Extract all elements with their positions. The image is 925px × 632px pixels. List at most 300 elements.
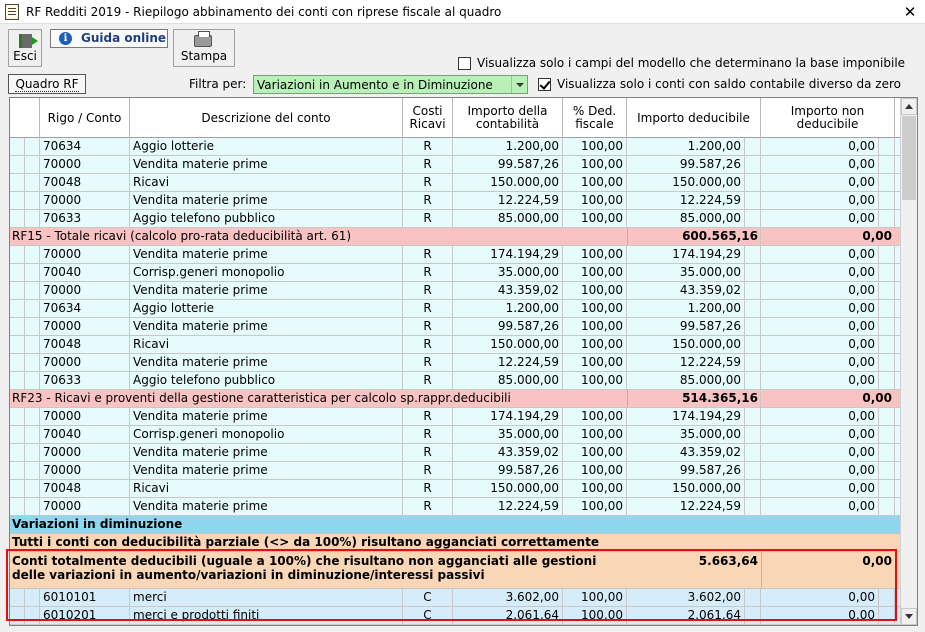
cell-descrizione: Vendita materie prime (130, 462, 403, 479)
cell-importo-non-deducibile: 0,00 (761, 264, 879, 281)
cell-ded: 100,00 (563, 210, 627, 227)
cell-importo: 99.587,26 (453, 462, 563, 479)
table-row[interactable] (10, 462, 901, 480)
cell-descrizione: Vendita materie prime (130, 408, 403, 425)
cell-descrizione: Vendita materie prime (130, 354, 403, 371)
window-title: RF Redditi 2019 - Riepilogo abbinamento dei conti con riprese fiscale al quadro (26, 5, 502, 19)
cell-conto: 70048 (40, 480, 130, 497)
cell-descrizione: merci (130, 589, 403, 606)
total-importo-deducibile: 514.365,16 (682, 391, 758, 405)
filter-select-value: Variazioni in Aumento e in Diminuzione (257, 78, 493, 92)
cell-conto: 6010101 (40, 589, 130, 606)
cell-importo-deducibile: 85.000,00 (627, 210, 745, 227)
total-row-label: RF23 - Ricavi e proventi della gestione caratteristica per calcolo sp.rappr.deducibili (12, 391, 511, 405)
cell-importo-deducibile: 2.061,64 (627, 607, 745, 624)
cell-ded: 100,00 (563, 589, 627, 606)
table-row[interactable] (10, 318, 901, 336)
table-row[interactable] (10, 589, 901, 607)
info-icon: i (59, 32, 72, 45)
cell-spacer (25, 354, 40, 371)
table-row[interactable] (10, 444, 901, 462)
header-descrizione[interactable]: Descrizione del conto (130, 98, 403, 138)
cell-importo-deducibile: 150.000,00 (627, 336, 745, 353)
cell-costi-ricavi: C (403, 607, 453, 624)
cell-importo-non-deducibile: 0,00 (761, 246, 879, 263)
cell-importo: 174.194,29 (453, 408, 563, 425)
cell-costi-ricavi: R (403, 282, 453, 299)
cell-spacer (879, 174, 895, 191)
checkbox-base-imponibile-label: Visualizza solo i campi del modello che determinano la base imponibile (477, 56, 906, 70)
cell-importo: 12.224,59 (453, 354, 563, 371)
cell-spacer (879, 318, 895, 335)
cell-costi-ricavi: R (403, 444, 453, 461)
vertical-scrollbar[interactable] (900, 98, 917, 625)
cell-ded: 100,00 (563, 300, 627, 317)
cell-spacer (745, 246, 761, 263)
checkbox-saldo-diverso-zero[interactable] (538, 78, 551, 91)
cell-ded: 100,00 (563, 498, 627, 515)
header-costi-ricavi[interactable]: Costi Ricavi (403, 98, 453, 138)
cell-importo-deducibile: 1.200,00 (627, 300, 745, 317)
cell-conto: 70000 (40, 156, 130, 173)
header-rigo-conto[interactable]: Rigo / Conto (40, 98, 130, 138)
cell-spacer (879, 246, 895, 263)
cell-spacer (879, 354, 895, 371)
total-importo-deducibile: 600.565,16 (682, 229, 758, 243)
scroll-down-arrow-icon[interactable] (901, 608, 917, 625)
table-row[interactable] (10, 498, 901, 516)
table-row[interactable] (10, 408, 901, 426)
unlinked-accounts-label: Conti totalmente deducibili (uguale a 100%) che risultano non agganciati alle gestioni delle variazioni in aumento/variazioni in diminuzione/interessi passivi (12, 554, 597, 582)
cell-importo: 150.000,00 (453, 336, 563, 353)
table-row[interactable] (10, 156, 901, 174)
header-ded-fiscale[interactable]: % Ded. fiscale (563, 98, 627, 138)
table-row[interactable] (10, 246, 901, 264)
cell-ded: 100,00 (563, 318, 627, 335)
cell-costi-ricavi: R (403, 300, 453, 317)
cell-costi-ricavi: R (403, 246, 453, 263)
table-row[interactable] (10, 426, 901, 444)
cell-descrizione: Aggio lotterie (130, 138, 403, 155)
filter-label: Filtra per: (189, 77, 247, 91)
cell-conto: 70000 (40, 282, 130, 299)
cell-descrizione: Vendita materie prime (130, 192, 403, 209)
cell-spacer (25, 426, 40, 443)
cell-ded: 100,00 (563, 372, 627, 389)
cell-spacer (879, 607, 895, 624)
cell-spacer (879, 408, 895, 425)
cell-conto: 70633 (40, 372, 130, 389)
cell-spacer (25, 372, 40, 389)
cell-spacer (745, 282, 761, 299)
cell-spacer (745, 210, 761, 227)
header-importo-non-deducibile[interactable]: Importo non deducibile (761, 98, 895, 138)
cell-descrizione: Ricavi (130, 480, 403, 497)
cell-spacer (25, 408, 40, 425)
cell-ded: 100,00 (563, 480, 627, 497)
cell-spacer (10, 480, 25, 497)
cell-spacer (745, 318, 761, 335)
table-row[interactable] (10, 282, 901, 300)
scroll-up-arrow-icon[interactable] (901, 98, 917, 115)
cell-spacer (10, 210, 25, 227)
cell-importo-non-deducibile: 0,00 (761, 300, 879, 317)
total-importo-non-deducibile: 0,00 (862, 391, 892, 405)
cell-spacer (10, 264, 25, 281)
cell-spacer (879, 300, 895, 317)
total-row[interactable] (10, 228, 901, 246)
filter-select[interactable] (253, 75, 528, 94)
cell-ded: 100,00 (563, 192, 627, 209)
cell-descrizione: Vendita materie prime (130, 498, 403, 515)
cell-spacer (879, 192, 895, 209)
cell-spacer (25, 480, 40, 497)
total-importo-non-deducibile: 0,00 (862, 229, 892, 243)
cell-descrizione: Ricavi (130, 174, 403, 191)
cell-spacer (745, 498, 761, 515)
cell-spacer (10, 192, 25, 209)
guida-online-label: Guida online (81, 31, 167, 45)
table-row[interactable] (10, 174, 901, 192)
cell-spacer (25, 318, 40, 335)
app-document-icon (5, 4, 19, 20)
cell-conto: 70000 (40, 246, 130, 263)
cell-importo: 1.200,00 (453, 300, 563, 317)
cell-descrizione: Aggio telefono pubblico (130, 372, 403, 389)
cell-importo-deducibile: 1.200,00 (627, 138, 745, 155)
table-row[interactable] (10, 264, 901, 282)
stampa-label: Stampa (180, 49, 228, 63)
stampa-button[interactable] (173, 29, 235, 67)
cell-descrizione: Vendita materie prime (130, 156, 403, 173)
unlinked-importo-deducibile: 5.663,64 (698, 554, 758, 568)
cell-spacer (745, 174, 761, 191)
cell-spacer (745, 336, 761, 353)
cell-importo-non-deducibile: 0,00 (761, 174, 879, 191)
cell-conto: 70040 (40, 426, 130, 443)
cell-spacer (25, 462, 40, 479)
cell-spacer (879, 589, 895, 606)
cell-spacer (745, 607, 761, 624)
cell-costi-ricavi: R (403, 174, 453, 191)
table-row[interactable] (10, 210, 901, 228)
cell-conto: 70048 (40, 174, 130, 191)
grid-header (10, 98, 901, 138)
cell-importo-deducibile: 12.224,59 (627, 192, 745, 209)
cell-spacer (745, 372, 761, 389)
cell-descrizione: Aggio telefono pubblico (130, 210, 403, 227)
total-row[interactable] (10, 390, 901, 408)
cell-conto: 70000 (40, 318, 130, 335)
cell-spacer (10, 156, 25, 173)
cell-costi-ricavi: R (403, 318, 453, 335)
info-row[interactable] (10, 534, 901, 552)
cell-importo-non-deducibile: 0,00 (761, 426, 879, 443)
cell-conto: 70000 (40, 444, 130, 461)
cell-importo: 35.000,00 (453, 264, 563, 281)
cell-costi-ricavi: R (403, 192, 453, 209)
cell-spacer (25, 210, 40, 227)
cell-ded: 100,00 (563, 462, 627, 479)
cell-costi-ricavi: R (403, 462, 453, 479)
cell-spacer (879, 210, 895, 227)
cell-ded: 100,00 (563, 336, 627, 353)
cell-spacer (10, 354, 25, 371)
table-row[interactable] (10, 138, 901, 156)
cell-importo: 12.224,59 (453, 192, 563, 209)
cell-spacer (10, 282, 25, 299)
title-bar (0, 0, 925, 24)
cell-importo-deducibile: 150.000,00 (627, 174, 745, 191)
cell-spacer (745, 138, 761, 155)
cell-importo: 43.359,02 (453, 444, 563, 461)
table-row[interactable] (10, 372, 901, 390)
cell-importo-non-deducibile: 0,00 (761, 462, 879, 479)
cell-descrizione: Corrisp.generi monopolio (130, 264, 403, 281)
cell-spacer (10, 174, 25, 191)
cell-importo-non-deducibile: 0,00 (761, 444, 879, 461)
cell-spacer (745, 156, 761, 173)
checkbox-base-imponibile[interactable] (458, 57, 471, 70)
cell-spacer (10, 318, 25, 335)
close-button[interactable]: ✕ (903, 3, 917, 21)
cell-importo-non-deducibile: 0,00 (761, 589, 879, 606)
chevron-down-icon[interactable] (511, 76, 527, 93)
cell-importo-deducibile: 12.224,59 (627, 354, 745, 371)
cell-importo-deducibile: 99.587,26 (627, 156, 745, 173)
cell-importo-deducibile: 43.359,02 (627, 444, 745, 461)
cell-ded: 100,00 (563, 444, 627, 461)
cell-importo-non-deducibile: 0,00 (761, 336, 879, 353)
cell-spacer (25, 264, 40, 281)
cell-costi-ricavi: R (403, 372, 453, 389)
cell-spacer (25, 174, 40, 191)
cell-spacer (25, 156, 40, 173)
cell-importo-non-deducibile: 0,00 (761, 408, 879, 425)
cell-conto: 70040 (40, 264, 130, 281)
cell-costi-ricavi: R (403, 480, 453, 497)
cell-spacer (10, 444, 25, 461)
cell-spacer (10, 372, 25, 389)
cell-descrizione: Vendita materie prime (130, 246, 403, 263)
cell-importo: 150.000,00 (453, 480, 563, 497)
header-importo-deducibile[interactable]: Importo deducibile (627, 98, 761, 138)
cell-importo-non-deducibile: 0,00 (761, 607, 879, 624)
cell-importo: 85.000,00 (453, 210, 563, 227)
cell-spacer (25, 444, 40, 461)
cell-importo-deducibile: 35.000,00 (627, 426, 745, 443)
cell-costi-ricavi: R (403, 426, 453, 443)
cell-spacer (879, 444, 895, 461)
cell-conto: 6010201 (40, 607, 130, 624)
cell-spacer (879, 462, 895, 479)
cell-importo: 43.359,02 (453, 282, 563, 299)
cell-costi-ricavi: R (403, 264, 453, 281)
unlinked-accounts-row[interactable] (10, 552, 901, 589)
section-row[interactable] (10, 516, 901, 534)
cell-conto: 70048 (40, 336, 130, 353)
cell-conto: 70633 (40, 210, 130, 227)
cell-spacer (10, 607, 25, 624)
table-row[interactable] (10, 354, 901, 372)
tab-quadro-rf-label: Quadro RF (15, 77, 79, 91)
cell-descrizione: Corrisp.generi monopolio (130, 426, 403, 443)
total-row-label: RF15 - Totale ricavi (calcolo pro-rata deducibilità art. 61) (12, 229, 352, 243)
checkbox-saldo-diverso-zero-label: Visualizza solo i conti con saldo contabile diverso da zero (557, 77, 901, 91)
cell-spacer (879, 138, 895, 155)
cell-conto: 70000 (40, 192, 130, 209)
scroll-thumb[interactable] (902, 116, 916, 200)
cell-conto: 70000 (40, 498, 130, 515)
cell-spacer (25, 300, 40, 317)
cell-spacer (10, 138, 25, 155)
cell-descrizione: merci e prodotti finiti (130, 607, 403, 624)
cell-spacer (879, 498, 895, 515)
cell-importo: 99.587,26 (453, 156, 563, 173)
cell-importo-deducibile: 85.000,00 (627, 372, 745, 389)
cell-costi-ricavi: R (403, 408, 453, 425)
cell-spacer (25, 192, 40, 209)
cell-importo-deducibile: 99.587,26 (627, 462, 745, 479)
cell-importo-non-deducibile: 0,00 (761, 192, 879, 209)
info-row-label: Tutti i conti con deducibilità parziale (<> da 100%) risultano agganciati correttamente (12, 535, 599, 549)
cell-conto: 70634 (40, 138, 130, 155)
cell-spacer (745, 589, 761, 606)
cell-ded: 100,00 (563, 607, 627, 624)
cell-costi-ricavi: R (403, 138, 453, 155)
cell-spacer (745, 462, 761, 479)
cell-spacer (10, 246, 25, 263)
cell-conto: 70634 (40, 300, 130, 317)
cell-spacer (745, 354, 761, 371)
cell-importo: 150.000,00 (453, 174, 563, 191)
unlinked-importo-non-deducibile: 0,00 (862, 554, 892, 568)
cell-spacer (10, 426, 25, 443)
cell-importo-non-deducibile: 0,00 (761, 498, 879, 515)
cell-spacer (879, 372, 895, 389)
cell-ded: 100,00 (563, 354, 627, 371)
cell-spacer (745, 408, 761, 425)
cell-importo: 3.602,00 (453, 589, 563, 606)
cell-importo-deducibile: 43.359,02 (627, 282, 745, 299)
cell-importo: 1.200,00 (453, 138, 563, 155)
cell-importo-non-deducibile: 0,00 (761, 372, 879, 389)
table-row[interactable] (10, 480, 901, 498)
cell-spacer (745, 480, 761, 497)
cell-spacer (10, 336, 25, 353)
cell-importo: 12.224,59 (453, 498, 563, 515)
guida-online-button[interactable] (50, 29, 168, 48)
cell-importo-deducibile: 174.194,29 (627, 408, 745, 425)
cell-spacer (879, 336, 895, 353)
cell-spacer (10, 300, 25, 317)
cell-ded: 100,00 (563, 408, 627, 425)
cell-spacer (10, 498, 25, 515)
cell-importo: 174.194,29 (453, 246, 563, 263)
exit-door-icon (19, 34, 32, 48)
cell-spacer (25, 138, 40, 155)
accounts-grid (9, 97, 918, 626)
cell-spacer (10, 462, 25, 479)
cell-spacer (25, 246, 40, 263)
cell-spacer (25, 589, 40, 606)
cell-importo-deducibile: 3.602,00 (627, 589, 745, 606)
cell-costi-ricavi: R (403, 210, 453, 227)
cell-importo-non-deducibile: 0,00 (761, 318, 879, 335)
cell-ded: 100,00 (563, 174, 627, 191)
cell-importo-deducibile: 12.224,59 (627, 498, 745, 515)
section-row-label: Variazioni in diminuzione (12, 517, 183, 531)
cell-importo-non-deducibile: 0,00 (761, 138, 879, 155)
cell-importo-deducibile: 174.194,29 (627, 246, 745, 263)
cell-spacer (879, 264, 895, 281)
cell-costi-ricavi: R (403, 156, 453, 173)
cell-ded: 100,00 (563, 156, 627, 173)
cell-spacer (25, 607, 40, 624)
cell-spacer (745, 426, 761, 443)
cell-conto: 70000 (40, 354, 130, 371)
cell-spacer (25, 498, 40, 515)
cell-spacer (879, 282, 895, 299)
cell-spacer (745, 300, 761, 317)
cell-importo: 85.000,00 (453, 372, 563, 389)
table-row[interactable] (10, 300, 901, 318)
cell-spacer (879, 156, 895, 173)
cell-costi-ricavi: R (403, 336, 453, 353)
esci-button[interactable] (8, 29, 42, 67)
cell-spacer (25, 282, 40, 299)
cell-importo-deducibile: 35.000,00 (627, 264, 745, 281)
cell-importo-non-deducibile: 0,00 (761, 156, 879, 173)
cell-importo: 2.061,64 (453, 607, 563, 624)
cell-costi-ricavi: R (403, 354, 453, 371)
cell-spacer (25, 336, 40, 353)
cell-ded: 100,00 (563, 138, 627, 155)
cell-spacer (879, 480, 895, 497)
printer-icon (194, 35, 212, 47)
cell-descrizione: Aggio lotterie (130, 300, 403, 317)
cell-importo-non-deducibile: 0,00 (761, 480, 879, 497)
cell-descrizione: Vendita materie prime (130, 444, 403, 461)
table-row[interactable] (10, 607, 901, 625)
cell-conto: 70000 (40, 462, 130, 479)
cell-ded: 100,00 (563, 246, 627, 263)
cell-importo-non-deducibile: 0,00 (761, 210, 879, 227)
header-importo-contabilita[interactable]: Importo della contabilità (453, 98, 563, 138)
cell-importo-non-deducibile: 0,00 (761, 354, 879, 371)
cell-costi-ricavi: C (403, 589, 453, 606)
header-indent (10, 98, 40, 138)
cell-descrizione: Ricavi (130, 336, 403, 353)
cell-spacer (879, 426, 895, 443)
cell-descrizione: Vendita materie prime (130, 318, 403, 335)
cell-ded: 100,00 (563, 282, 627, 299)
cell-spacer (745, 192, 761, 209)
cell-ded: 100,00 (563, 264, 627, 281)
cell-spacer (745, 444, 761, 461)
cell-spacer (745, 264, 761, 281)
table-row[interactable] (10, 192, 901, 210)
table-row[interactable] (10, 336, 901, 354)
cell-conto: 70000 (40, 408, 130, 425)
esci-label: Esci (13, 49, 37, 63)
tab-quadro-rf[interactable] (8, 74, 86, 94)
cell-descrizione: Vendita materie prime (130, 282, 403, 299)
cell-costi-ricavi: R (403, 498, 453, 515)
cell-importo: 99.587,26 (453, 318, 563, 335)
cell-importo-non-deducibile: 0,00 (761, 282, 879, 299)
cell-importo-deducibile: 150.000,00 (627, 480, 745, 497)
